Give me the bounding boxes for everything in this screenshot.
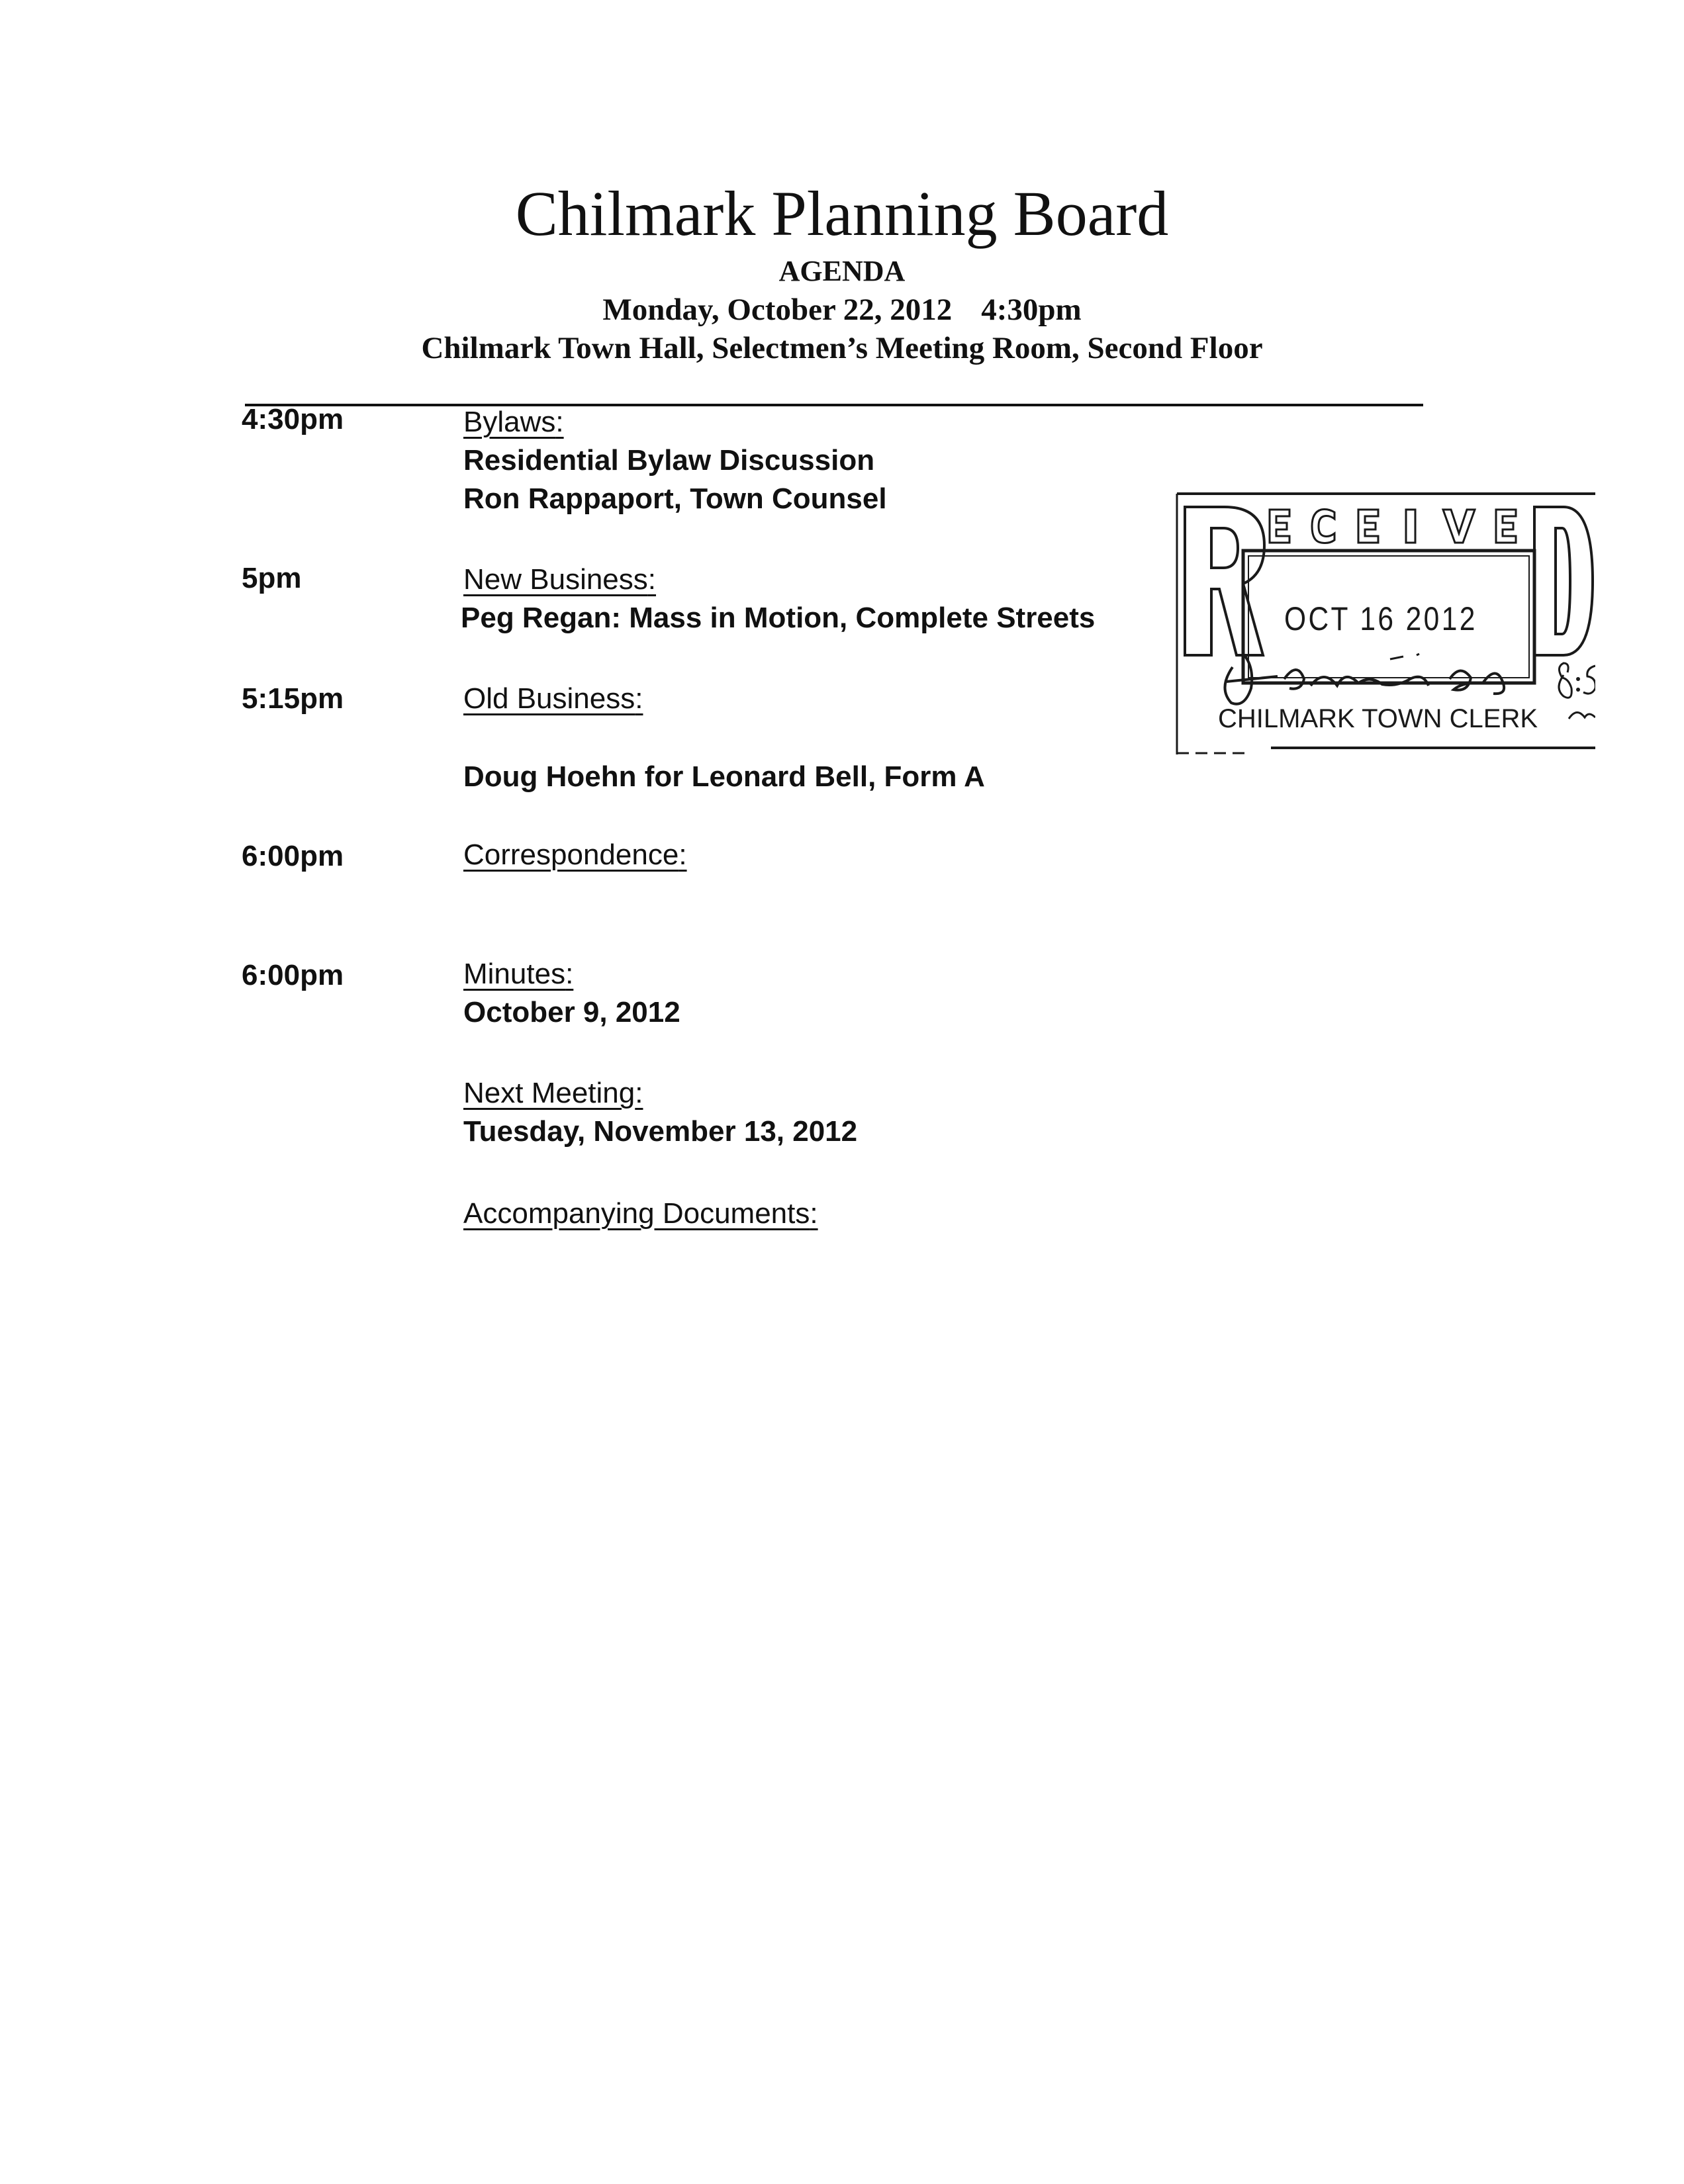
bylaws-heading: Bylaws:: [463, 406, 564, 438]
next-meeting-heading: Next Meeting:: [463, 1077, 643, 1109]
minutes-heading: Minutes:: [463, 958, 574, 990]
stamp-clerk-label: CHILMARK TOWN CLERK: [1218, 704, 1538, 733]
header-divider: [245, 404, 1423, 406]
old-business-heading: Old Business:: [463, 682, 643, 715]
bylaws-item-2: Ron Rappaport, Town Counsel: [463, 482, 887, 515]
new-business-heading: New Business:: [463, 563, 657, 596]
accompanying-documents-heading: Accompanying Documents:: [463, 1197, 818, 1230]
new-business-item-1: Peg Regan: Mass in Motion, Complete Streets: [461, 602, 1096, 634]
meeting-time: 4:30pm: [981, 293, 1082, 327]
bylaws-item-1: Residential Bylaw Discussion: [463, 444, 875, 477]
old-business-item-1: Doug Hoehn for Leonard Bell, Form A: [463, 760, 985, 793]
minutes-time: 6:00pm: [242, 959, 344, 991]
old-business-time: 5:15pm: [242, 682, 344, 715]
minutes-item-1: October 9, 2012: [463, 996, 680, 1028]
next-meeting-date: Tuesday, November 13, 2012: [463, 1115, 858, 1148]
meeting-date: Monday, October 22, 2012: [602, 293, 953, 327]
page-title: Chilmark Planning Board: [515, 178, 1169, 249]
agenda-label: AGENDA: [778, 255, 906, 287]
correspondence-heading: Correspondence:: [463, 839, 687, 871]
meeting-datetime: [0, 291, 1684, 328]
new-business-time: 5pm: [242, 562, 302, 594]
meeting-location: Chilmark Town Hall, Selectmen’s Meeting Room, Second Floor: [421, 331, 1263, 365]
correspondence-time: 6:00pm: [242, 840, 344, 872]
stamp-received-date: OCT 16 2012: [1284, 600, 1477, 637]
bylaws-time: 4:30pm: [242, 403, 344, 435]
